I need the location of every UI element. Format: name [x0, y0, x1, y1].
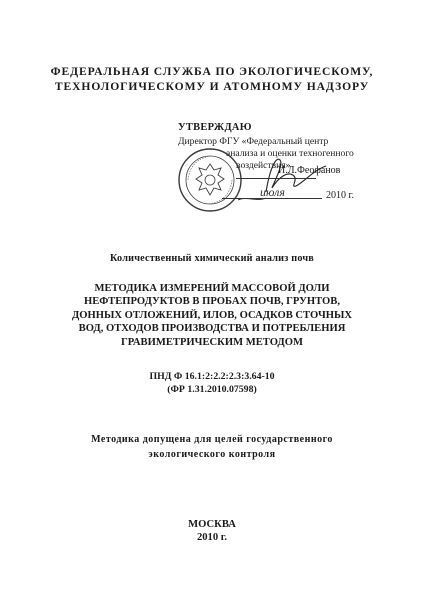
footer-year: 2010 г.: [196, 532, 228, 543]
fr-code: (ФР 1.31.2010.07598): [167, 384, 257, 395]
method-title: [0, 282, 424, 349]
footer-city: МОСКВА: [188, 519, 236, 530]
pnd-code: ПНД Ф 16.1:2:2.2:2.3:3.64-10: [149, 371, 275, 382]
note-line-1: Методика допущена для целей государственного: [91, 434, 333, 445]
approval-block: [178, 122, 418, 201]
approver-name: И.Л.Феофанов: [278, 165, 341, 176]
note-line-2: экологического контроля: [148, 449, 276, 460]
document-subject: Количественный химический анализ почв: [109, 253, 315, 264]
agency-line-2: ТЕХНОЛОГИЧЕСКОМУ И АТОМНОМУ НАДЗОРУ: [54, 80, 370, 93]
handwritten-date: июля: [260, 185, 285, 199]
approval-position-line-1: Директор ФГУ «Федеральный центр: [178, 136, 329, 147]
approval-year: 2010 г.: [326, 190, 354, 201]
approval-note: [0, 432, 424, 462]
method-title-line-3: ДОННЫХ ОТЛОЖЕНИЙ, ИЛОВ, ОСАДКОВ СТОЧНЫХ: [71, 309, 353, 321]
method-title-line-4: ВОД, ОТХОДОВ ПРОИЗВОДСТВА И ПОТРЕБЛЕНИЯ: [78, 323, 346, 335]
approval-title: УТВЕРЖДАЮ: [178, 122, 252, 133]
document-codes: [0, 370, 424, 396]
agency-line-1: ФЕДЕРАЛЬНАЯ СЛУЖБА ПО ЭКОЛОГИЧЕСКОМУ,: [50, 65, 374, 78]
signature-line: [236, 178, 316, 179]
approval-position-line-3: воздействия»: [236, 160, 291, 171]
approval-position-line-2: анализа и оценки техногенного: [226, 148, 354, 159]
method-title-line-5: ГРАВИМЕТРИЧЕСКИМ МЕТОДОМ: [121, 336, 303, 348]
method-title-line-2: НЕФТЕПРОДУКТОВ В ПРОБАХ ПОЧВ, ГРУНТОВ,: [83, 296, 340, 308]
document-footer: [0, 518, 424, 544]
agency-header: [0, 64, 424, 94]
method-title-line-1: МЕТОДИКА ИЗМЕРЕНИЙ МАССОВОЙ ДОЛИ: [94, 283, 330, 294]
